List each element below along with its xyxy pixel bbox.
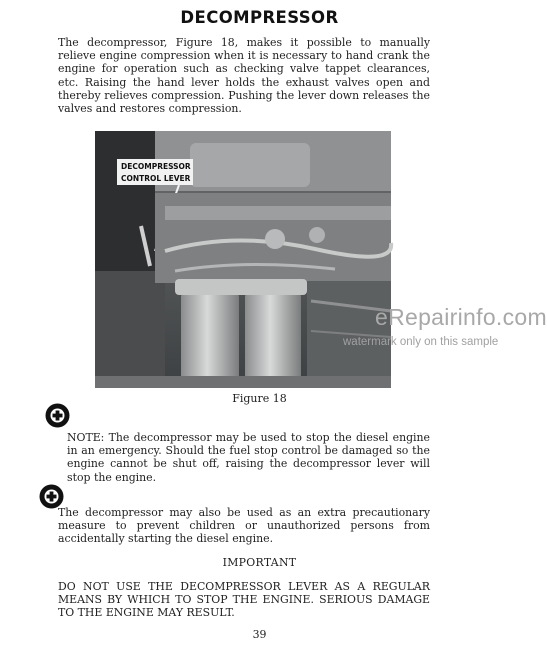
note-paragraph: NOTE: The decompressor may be used to stop the diesel engine in an emergency. Should the fuel stop control be damaged so the engine cannot be shut off, raising the decompressor lever will stop the engine. — [67, 431, 430, 484]
watermark-brand: eRepairinfo.com — [375, 304, 547, 330]
intro-paragraph: The decompressor, Figure 18, makes it possible to manually relieve engine compression when it is necessary to hand crank the engine for operation such as checking valve tappet clearances, etc. Raising the hand lever holds the exhaust valves open and thereby relieves compression. Pushing the lever down releases the valves and restores compression. — [58, 36, 430, 116]
callout-label-line2: CONTROL LEVER — [121, 174, 191, 183]
page-number: 39 — [252, 628, 267, 641]
figure-caption: Figure 18 — [232, 392, 287, 405]
watermark-note: watermark only on this sample — [343, 336, 499, 348]
caution-paragraph: The decompressor may also be used as an extra precautionary measure to prevent children or unauthorized persons from accidentally starting the diesel engine. — [58, 506, 430, 546]
callout-label-line1: DECOMPRESSOR — [121, 162, 191, 171]
figure-photo — [95, 131, 391, 388]
engine-photo — [95, 131, 391, 388]
important-heading: IMPORTANT — [222, 556, 297, 569]
red-cross-safety-badge-icon — [45, 403, 70, 428]
page-title: DECOMPRESSOR — [180, 8, 339, 27]
warning-paragraph: DO NOT USE THE DECOMPRESSOR LEVER AS A REGULAR MEANS BY WHICH TO STOP THE ENGINE. SERIOUS DAMAGE TO THE ENGINE MAY RESULT. — [58, 580, 430, 620]
